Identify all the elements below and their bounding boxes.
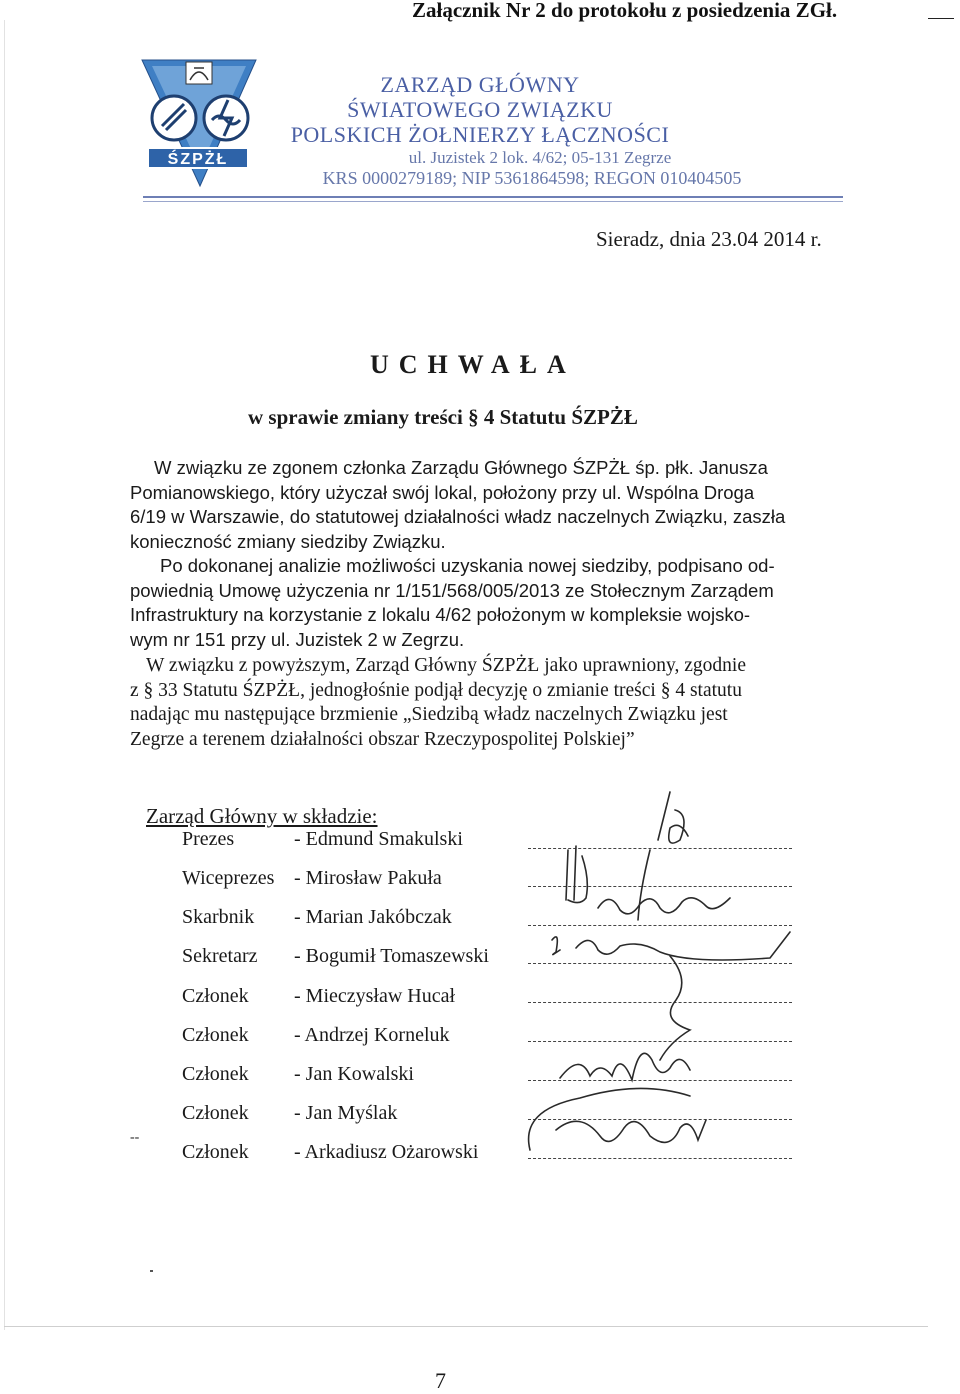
paragraph-1 xyxy=(130,456,830,554)
org-name-line2: ŚWIATOWEGO ZWIĄZKU xyxy=(347,97,613,122)
paragraph-line: Zegrze a terenem działalności obszar Rzeczypospolitej Polskiej” xyxy=(130,728,635,750)
paragraph-line: wym nr 151 przy ul. Juzistek 2 w Zegrzu. xyxy=(130,628,465,650)
member-role: Skarbnik xyxy=(182,906,255,928)
member-role: Sekretarz xyxy=(182,945,258,967)
page-number: 7 xyxy=(435,1368,446,1393)
page-bottom-edge xyxy=(4,1326,928,1327)
paragraph-line: W związku ze zgonem członka Zarządu Głównego ŚZPŻŁ śp. płk. Janusza xyxy=(154,457,768,478)
org-registry: KRS 0000279189; NIP 5361864598; REGON 010404505 xyxy=(322,168,742,188)
annex-title: Załącznik Nr 2 do protokołu z posiedzenia ZGł. xyxy=(412,0,838,22)
board-member-row xyxy=(182,1063,414,1086)
handwritten-signatures xyxy=(520,780,820,1180)
member-role: Wiceprezes xyxy=(182,867,275,889)
board-member-row xyxy=(182,945,489,968)
resolution-heading: UCHWAŁA xyxy=(370,350,576,379)
member-name: - Mirosław Pakuła xyxy=(294,867,442,889)
member-name: - Edmund Smakulski xyxy=(294,828,463,850)
letterhead-rule-thin xyxy=(143,201,843,202)
board-member-row xyxy=(182,828,463,851)
member-role: Członek xyxy=(182,1102,249,1124)
member-role: Prezes xyxy=(182,828,235,850)
paragraph-line: 6/19 w Warszawie, do statutowej działalności władz naczelnych Związku, zaszła xyxy=(130,506,786,527)
paragraph-line: Pomianowskiego, który użyczał swój lokal, położony przy ul. Wspólna Droga xyxy=(130,481,755,503)
paragraph-line: z § 33 Statutu ŚZPŻŁ, jednogłośnie podjął decyzję o zmianie treści § 4 statutu xyxy=(130,679,742,701)
scan-edge xyxy=(4,20,5,1330)
board-heading: Zarząd Główny w składzie: xyxy=(146,804,378,828)
member-name: - Arkadiusz Ożarowski xyxy=(294,1141,479,1163)
letterhead-rule xyxy=(143,196,843,198)
paragraph-line: powiednią Umowę użyczenia nr 1/151/568/005/2013 ze Stołecznym Zarządem xyxy=(130,579,774,601)
corner-mark xyxy=(928,18,954,19)
board-member-row xyxy=(182,1102,397,1125)
paragraph-3 xyxy=(130,654,830,752)
paragraph-line: konieczność zmiany siedziby Związku. xyxy=(130,530,446,552)
member-name: - Andrzej Korneluk xyxy=(294,1024,450,1046)
margin-mark: -- xyxy=(130,1130,140,1145)
member-name: - Jan Kowalski xyxy=(294,1063,414,1085)
board-member-row xyxy=(182,985,455,1008)
scan-speck xyxy=(150,1270,153,1272)
member-role: Członek xyxy=(182,1063,249,1085)
member-name: - Marian Jakóbczak xyxy=(294,906,452,928)
member-name: - Jan Myślak xyxy=(294,1102,398,1124)
member-role: Członek xyxy=(182,985,249,1007)
paragraph-line: Infrastruktury na korzystanie z lokalu 4/62 położonym w kompleksie wojsko- xyxy=(130,604,751,625)
board-member-row xyxy=(182,1141,478,1164)
member-role: Członek xyxy=(182,1141,249,1163)
paragraph-2 xyxy=(130,554,830,652)
board-member-row xyxy=(182,1024,450,1047)
member-name: - Mieczysław Hucał xyxy=(294,985,456,1007)
board-member-row xyxy=(182,867,442,890)
member-role: Członek xyxy=(182,1024,249,1046)
member-name: - Bogumił Tomaszewski xyxy=(294,945,489,967)
resolution-subject: w sprawie zmiany treści § 4 Statutu ŚZPŻŁ xyxy=(248,405,638,429)
svg-text:ŚZPŻŁ: ŚZPŻŁ xyxy=(167,151,229,168)
paragraph-line: nadając mu następujące brzmienie „Siedzibą władz naczelnych Związku jest xyxy=(130,704,728,725)
org-name-line3: POLSKICH ŻOŁNIERZY ŁĄCZNOŚCI xyxy=(290,122,670,147)
org-name-line1: ZARZĄD GŁÓWNY xyxy=(380,72,580,97)
org-address: ul. Juzistek 2 lok. 4/62; 05-131 Zegrze xyxy=(408,148,672,167)
board-member-row xyxy=(182,906,452,929)
paragraph-line: Po dokonanej analizie możliwości uzyskania nowej siedziby, podpisano od- xyxy=(160,555,775,576)
document-date: Sieradz, dnia 23.04 2014 r. xyxy=(596,227,822,251)
paragraph-line: W związku z powyższym, Zarząd Główny ŚZPŻŁ jako uprawniony, zgodnie xyxy=(146,655,747,676)
